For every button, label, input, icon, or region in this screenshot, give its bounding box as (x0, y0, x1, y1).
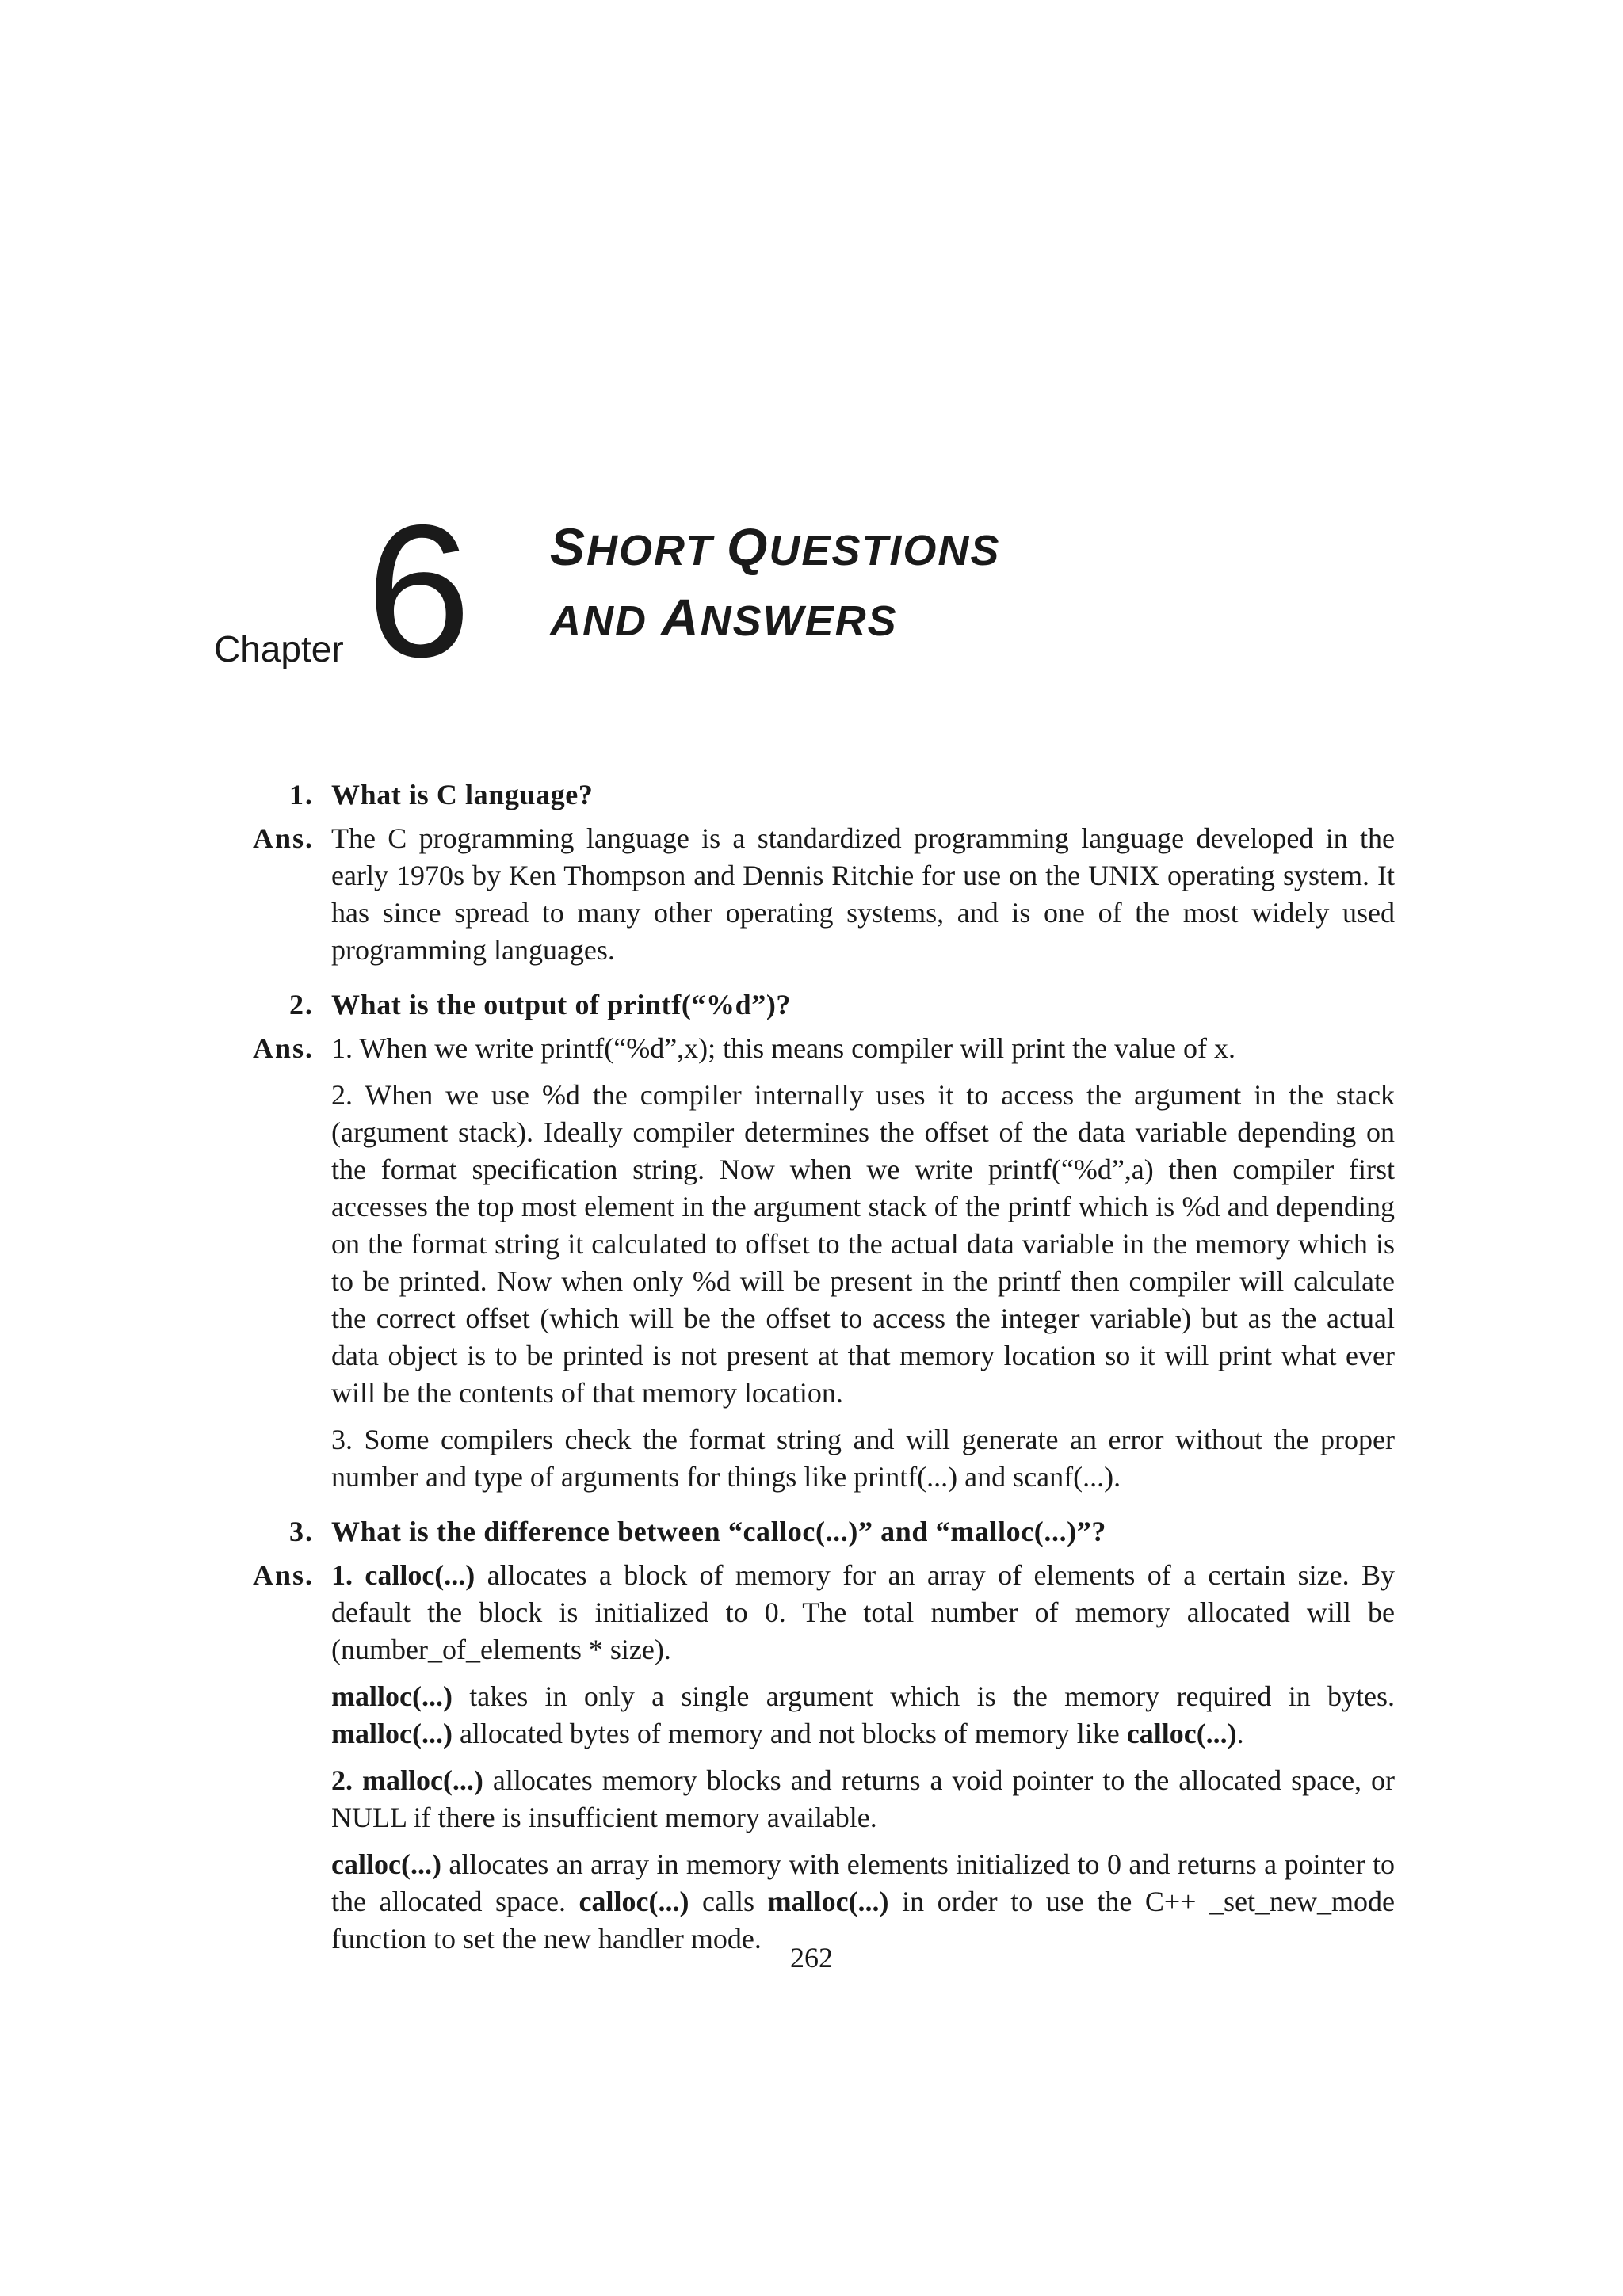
page-number: 262 (790, 1942, 833, 1974)
answer-paragraph: malloc(...) takes in only a single argument which is the memory required in bytes. malloc(...) allocated bytes of memory and not blocks of memory like calloc(...). (331, 1680, 1395, 1749)
chapter-title (550, 513, 1000, 654)
chapter-number: 6 (366, 486, 472, 696)
answer-paragraph: The C programming language is a standardized programming language developed in the early 1970s by Ken Thompson and Dennis Ritchie for use on the UNIX operating system. It has since spread to many other operating systems, and is one of the most widely used programming languages. (331, 822, 1395, 966)
question-text: What is the difference between “calloc(...)” and “malloc(...)”? (331, 1516, 1106, 1547)
question-3 (235, 1513, 1395, 1550)
answer-3 (235, 1557, 1395, 1967)
chapter-label: Chapter (214, 628, 344, 669)
answer-paragraph: 3. Some compilers check the format string and will generate an error without the proper number and type of arguments for things like printf(...) and scanf(...). (331, 1424, 1395, 1493)
answer-2 (235, 1030, 1395, 1505)
answer-paragraph: 1. calloc(...) allocates a block of memory for an array of elements of a certain size. By default the block is initialized to 0. The total number of memory allocated will be (number_of_elements * size). (331, 1559, 1395, 1665)
question-number: 1. (289, 779, 314, 810)
answer-label: Ans. (252, 1559, 314, 1591)
answer-paragraph: 2. When we use %d the compiler internally uses it to access the argument in the stack (argument stack). Ideally compiler determines the offset of the data variable depending on the format specification string. Now when we write printf(“%d”,a) then compiler first accesses the top most element in the argument stack of the printf which is %d and depending on the format string it calculated to offset to the actual data variable in the memory which is to be printed. Now when only %d will be present in the printf then compiler will calculate the correct offset (which will be the offset to access the integer variable) but as the actual data object is to be printed is not present at that memory location so it will print what ever will be the contents of that memory location. (331, 1079, 1395, 1409)
answer-label: Ans. (252, 822, 314, 854)
answer-paragraph: 2. malloc(...) allocates memory blocks and returns a void pointer to the allocated space, or NULL if there is insufficient memory available. (331, 1764, 1395, 1833)
answer-paragraph: 1. When we write printf(“%d”,x); this means compiler will print the value of x. (331, 1032, 1236, 1064)
question-number: 2. (289, 989, 314, 1020)
answer-1 (235, 820, 1395, 978)
question-text: What is the output of printf(“%d”)? (331, 989, 792, 1020)
qa-section (235, 769, 1395, 1967)
question-number: 3. (289, 1516, 314, 1547)
question-1 (235, 776, 1395, 814)
answer-paragraph: calloc(...) allocates an array in memory with elements initialized to 0 and returns a pointer to the allocated space. calloc(...) calls malloc(...) in order to use the C++ _set_new_mode function to set the new handler mode. (331, 1848, 1395, 1955)
chapter-title-line-1: SHORT QUESTIONS (550, 517, 1001, 576)
chapter-title-line-2: AND ANSWERS (550, 588, 898, 646)
question-2 (235, 986, 1395, 1024)
answer-label: Ans. (252, 1032, 314, 1064)
question-text: What is C language? (331, 779, 594, 810)
